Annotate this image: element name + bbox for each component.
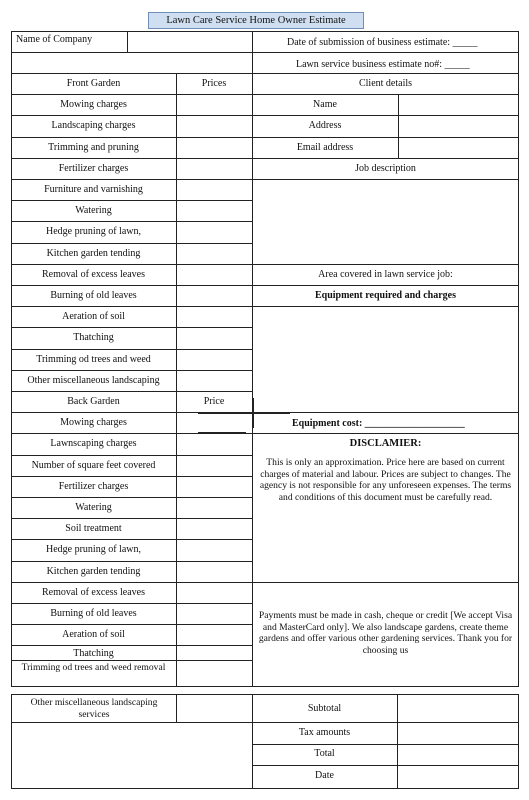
- front-item: Fertilizer charges: [58, 163, 129, 174]
- back-item: Kitchen garden tending: [46, 566, 141, 577]
- subtotal-label: Subtotal: [307, 703, 342, 714]
- back-item: Removal of excess leaves: [41, 587, 146, 598]
- form-title: Lawn Care Service Home Owner Estimate: [148, 12, 364, 29]
- client-address-label: Address: [308, 120, 342, 131]
- front-item: Thatching: [73, 332, 114, 343]
- front-item: Landscaping charges: [51, 120, 136, 131]
- client-email-field[interactable]: [399, 138, 518, 157]
- job-description-field[interactable]: [253, 180, 518, 263]
- back-item: Fertilizer charges: [58, 481, 129, 492]
- disclaimer-heading: DISCLAMIER:: [349, 438, 422, 449]
- back-item: Aeration of soil: [62, 629, 125, 640]
- date-label: Date: [315, 770, 334, 781]
- front-item: Trimming od trees and weed: [36, 354, 151, 365]
- submission-date-label: Date of submission of business estimate: _____: [287, 37, 478, 48]
- payment-terms-text: Payments must be made in cash, cheque or credit [We accept Visa and MasterCard only]. We also landscape gardens, create theme gardens and offer various other gardening services. Thank you for choosing us: [258, 610, 513, 656]
- back-item: Mowing charges: [60, 417, 127, 428]
- front-item: Furniture and varnishing: [44, 184, 143, 195]
- company-name-field[interactable]: [127, 32, 251, 51]
- misc-services-label: Other miscellaneous landscaping services: [30, 697, 158, 720]
- back-item: Thatching: [73, 648, 114, 659]
- front-item: Hedge pruning of lawn,: [46, 226, 141, 237]
- back-item: Trimming od trees and weed removal: [21, 662, 166, 673]
- front-prices-heading: Prices: [201, 78, 227, 89]
- front-item: Watering: [75, 205, 112, 216]
- back-item: Burning of old leaves: [50, 608, 137, 619]
- area-covered-label: Area covered in lawn service job:: [318, 269, 453, 280]
- front-item: Trimming and pruning: [48, 142, 139, 153]
- equipment-cost-label: Equipment cost: ____________________: [292, 418, 465, 429]
- client-name-field[interactable]: [399, 95, 518, 114]
- total-label: Total: [314, 748, 335, 759]
- back-price-heading: Price: [203, 396, 225, 407]
- front-item: Kitchen garden tending: [46, 248, 141, 259]
- front-item: Mowing charges: [60, 99, 127, 110]
- back-item: Lawnscaping charges: [50, 438, 137, 449]
- back-item: Soil treatment: [65, 523, 122, 534]
- back-item: Number of square feet covered: [31, 460, 156, 471]
- front-item: Removal of excess leaves: [41, 269, 146, 280]
- equipment-field[interactable]: [253, 307, 518, 411]
- front-item: Other miscellaneous landscaping: [27, 375, 160, 386]
- front-item: Aeration of soil: [62, 311, 125, 322]
- tax-label: Tax amounts: [298, 727, 351, 738]
- date-field[interactable]: [398, 766, 518, 788]
- job-description-label: Job description: [355, 163, 416, 174]
- back-item: Watering: [75, 502, 112, 513]
- subtotal-field[interactable]: [398, 695, 518, 721]
- misc-services-price-field[interactable]: [177, 695, 251, 721]
- equipment-heading: Equipment required and charges: [314, 290, 457, 301]
- client-details-heading: Client details: [358, 78, 413, 89]
- tax-field[interactable]: [398, 723, 518, 743]
- client-name-label: Name: [313, 99, 337, 110]
- back-item: Hedge pruning of lawn,: [46, 544, 141, 555]
- disclaimer-text: This is only an approximation. Price here are based on current charges of material and labour. Prices are subject to changes. The agency is not responsible for any unforeseen expenses. The terms and conditions of this document must be carefully read.: [259, 457, 512, 503]
- total-field[interactable]: [398, 745, 518, 764]
- front-item: Burning of old leaves: [50, 290, 137, 301]
- client-address-field[interactable]: [399, 116, 518, 136]
- client-email-label: Email address: [296, 142, 354, 153]
- estimate-number-label: Lawn service business estimate no#: _____: [296, 59, 470, 70]
- company-name-label: Name of Company: [16, 34, 93, 45]
- front-garden-heading: Front Garden: [66, 78, 121, 89]
- back-garden-heading: Back Garden: [67, 396, 120, 407]
